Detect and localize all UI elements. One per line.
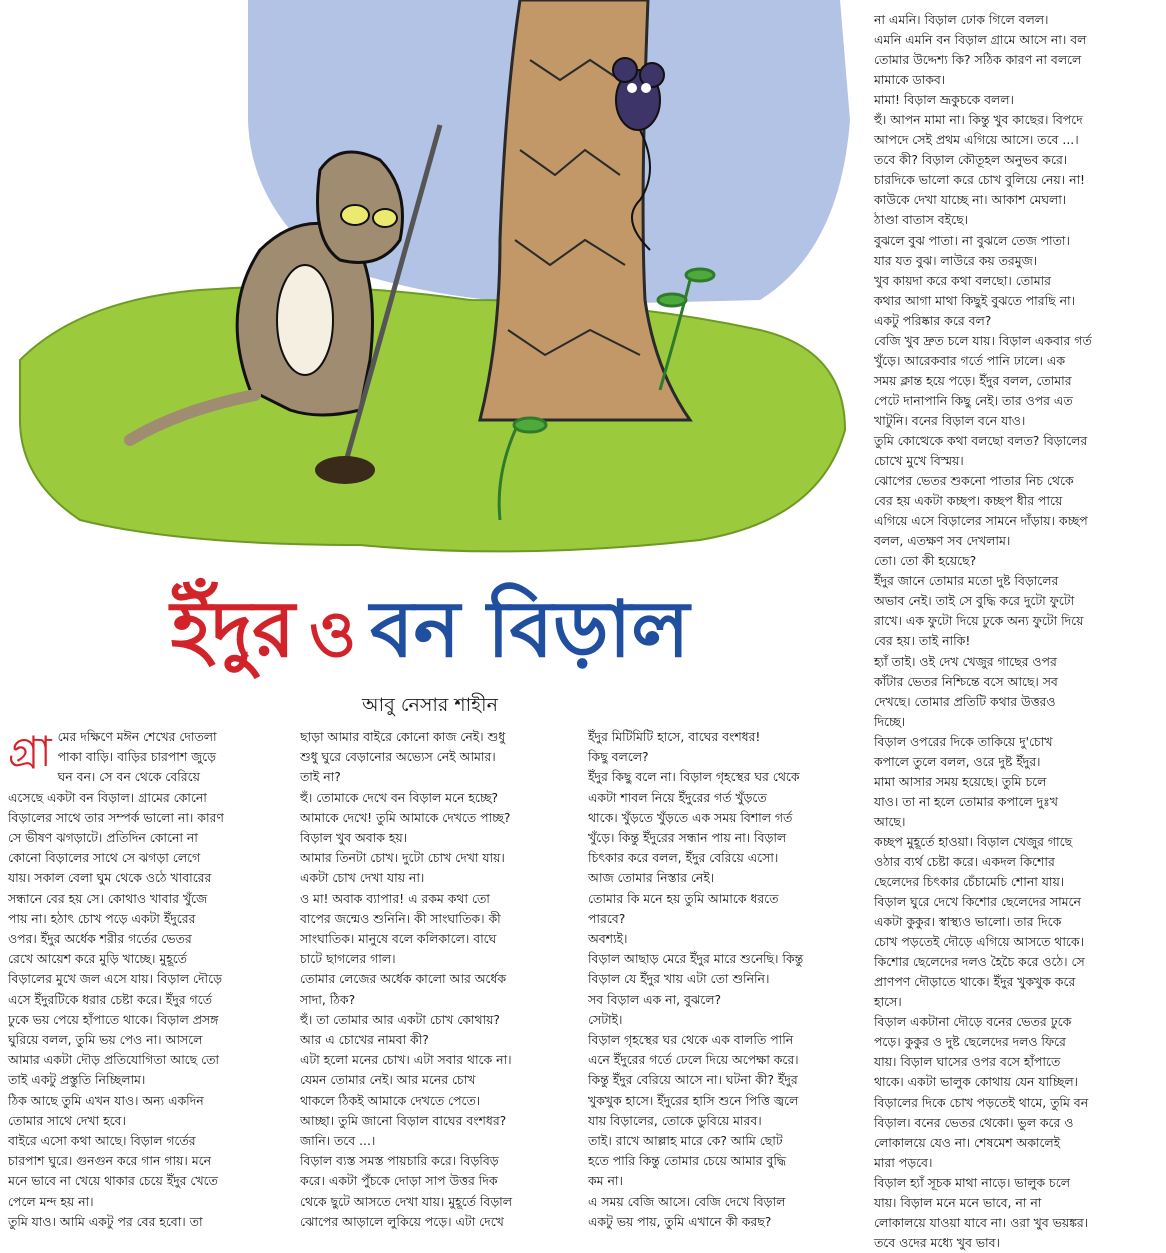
author-byline: আবু নেসার শাহীন <box>362 694 498 716</box>
title-word-and: ও <box>309 597 357 672</box>
text-line: থাকে। একটা ভালুক কোথায় যেন যাচ্ছিল। <box>874 1074 1078 1090</box>
text-line: বের হয়। তাই নাকি! <box>874 633 971 649</box>
text-line: আমার তিনটা চোখ। দুটো চোখ দেখা যায়। <box>300 850 505 866</box>
text-line: হুঁ। তা তোমার আর একটা চোখ কোথায়? <box>300 1011 501 1027</box>
text-line: সন্ধানে বের হয় সে। কোথাও খাবার খুঁজে <box>8 890 208 906</box>
text-line: একটা চোখ দেখা যায় না। <box>300 870 425 886</box>
text-line: খুঁড়ে। আরেকবার গর্তে পানি ঢালে। এক <box>874 352 1065 368</box>
text-line: মামাকে ডাকব। <box>874 72 946 88</box>
text-line: সে ভীষণ ঝগড়াটে। প্রতিদিন কোনো না <box>8 830 198 846</box>
text-line: মারা পড়বে। <box>874 1154 933 1170</box>
text-line: শুধু ঘুরে বেড়ানোর অভ্যেস নেই আমার। <box>300 749 496 765</box>
text-column-1 <box>8 727 280 1227</box>
text-line: একটা শাবল নিয়ে ইঁদুরের গর্ত খুঁড়তে <box>588 789 767 805</box>
text-line: ওপর। ইঁদুর অর্ধেক শরীর গর্তের ভেতর <box>8 931 192 947</box>
text-line: এমনি এমনি বন বিড়াল গ্রামে আসে না। বল <box>874 32 1087 48</box>
text-line: বাপের জন্মেও শুনিনি। কী সাংঘাতিক। কী <box>300 910 501 926</box>
text-line: ঝোপের আড়ালে লুকিয়ে পড়ে। এটা দেখে <box>300 1213 504 1229</box>
text-line: খাটুনি। বনের বিড়াল বনে যাও। <box>874 412 1026 428</box>
text-line: না এমনি। বিড়াল ঢোক গিলে বলল। <box>874 12 1049 27</box>
text-line: আর এ চোখের নামবা কী? <box>300 1032 429 1048</box>
text-line: এসেছে একটা বন বিড়াল। গ্রামের কোনো <box>8 789 207 805</box>
column-4-body <box>874 10 1162 1253</box>
drop-cap: গ্রা <box>8 727 52 776</box>
text-line: তোমার উদ্দেশ্য কি? সঠিক কারণ না বললে <box>874 52 1082 68</box>
dug-hole <box>315 456 375 484</box>
text-line: চারপাশ ঘুরে। গুনগুন করে গান গায়। মনে <box>8 1153 211 1169</box>
text-line: আমার একটা দৌড় প্রতিযোগিতা আছে তো <box>8 1052 220 1068</box>
text-line: ঝোপের ভেতর শুকনো পাতার নিচ থেকে <box>874 473 1074 489</box>
text-line: তোমার কি মনে হয় তুমি আমাকে ধরতে <box>588 890 779 906</box>
text-line: ও মা! অবাক ব্যাপার! এ রকম কথা তো <box>300 890 490 906</box>
column-1-body <box>8 727 280 1232</box>
text-line: করে। একটা পুঁচকে দোড়া সাপ উত্তর দিক <box>300 1173 498 1189</box>
text-line: পায় না। হঠাৎ চোখ পড়ে একটা ইঁদুরের <box>8 910 196 926</box>
title-word-wildcat: বন বিড়াল <box>370 584 690 675</box>
text-line: প্রাণপণ দৌড়াতে থাকে। ইঁদুর খুকখুক করে <box>874 974 1076 990</box>
text-line: একটা কুকুর। স্বাস্থ্যও ভালো। তার দিকে <box>874 914 1062 930</box>
text-line: কথার আগা মাথা কিছুই বুঝতে পারছি না। <box>874 292 1075 308</box>
text-line: ছেলেদের চিৎকার চেঁচামেচি শোনা যায়। <box>874 874 1065 890</box>
text-line: একটু ভয় পায়, তুমি এখানে কী করছ? <box>588 1213 772 1229</box>
text-line: কম না। <box>588 1173 623 1189</box>
text-line: রেখে আয়েশ করে মুড়ি খাচ্ছে। মুহূর্তে <box>8 951 187 967</box>
text-line: বিড়ালের মুখে জল এসে যায়। বিড়াল দৌড়ে <box>8 971 222 987</box>
story-title <box>0 575 860 685</box>
text-line: আচ্ছা। তুমি জানো বিড়াল বাঘের বংশধর? <box>300 1112 507 1128</box>
text-line: এসে ইঁদুরটিকে ধরার চেষ্টা করে। ইঁদুর গর্তে <box>8 991 212 1007</box>
text-line: তো। তো কী হয়েছে? <box>874 553 977 569</box>
text-line: সাংঘাতিক। মানুষে বলে কলিকালে। বাঘে <box>300 931 497 947</box>
text-line: তাই না? <box>300 769 341 785</box>
text-line: বিড়াল হ্যাঁ সূচক মাথা নাড়ে। ভালুক চলে <box>874 1174 1070 1190</box>
text-line: আপদে সেই প্রথম এগিয়ে আসে। তবে ...। <box>874 132 1079 148</box>
text-line: বিড়ালের দিকে চোখ পড়তেই থামে, তুমি বন <box>874 1094 1089 1110</box>
column-2-body <box>300 727 568 1232</box>
text-line: অবশ্যই। <box>588 931 628 947</box>
text-line: বিড়াল। বনের ভেতর থেকো। ভুল করে ও <box>874 1114 1074 1130</box>
text-line: দিচ্ছে। <box>874 713 906 729</box>
text-line: পারবে? <box>588 910 626 926</box>
text-line: ইঁদুর মিটিমিটি হাসে, বাঘের বংশধর! <box>588 729 761 744</box>
text-line: হুঁ। আপন মামা না। কিন্তু খুব কাছের। বিপদে <box>874 112 1083 128</box>
text-line: কচ্ছপ মুহূর্তে হাওয়া। বিড়াল খেজুর গাছে <box>874 833 1073 849</box>
text-line: বিড়াল ঘুরে দেখে কিশোর ছেলেদের সামনে <box>874 894 1081 910</box>
text-line: ঘুরিয়ে বলল, তুমি ভয় পেও না। আসলে <box>8 1032 203 1048</box>
text-line: খুব কায়দা করে কথা বলছো। তোমার <box>874 272 1051 288</box>
text-line: এগিয়ে এসে বিড়ালের সামনে দাঁড়ায়। কচ্ছপ <box>874 513 1088 529</box>
text-line: কোনো বিড়ালের সাথে সে ঝগড়া লেগে <box>8 850 201 866</box>
text-line: সেটাই। <box>588 1011 623 1027</box>
text-line: ওঠার ব্যর্থ চেষ্টা করে। একদল কিশোর <box>874 853 1055 869</box>
text-line: আছে। <box>874 813 906 829</box>
text-line: তবে কী? বিড়াল কৌতূহল অনুভব করে। <box>874 152 1068 168</box>
text-line: চোখ পড়তেই দৌড়ে এগিয়ে আসতে থাকে। <box>874 934 1084 950</box>
text-line: ঘন বন। সে বন থেকে বেরিয়ে <box>57 769 200 785</box>
text-line: তাই একটু প্রস্তুতি নিচ্ছিলাম। <box>8 1072 146 1088</box>
text-line: পড়ে। কুকুর ও দুষ্ট ছেলেদের দলও ফিরে <box>874 1034 1066 1050</box>
text-line: পেটে দানাপানি কিছু নেই। তার ওপর এত <box>874 392 1073 408</box>
text-line: তাই। রাখে আল্লাহ মারে কে? আমি ছোট <box>588 1133 783 1149</box>
text-line: কিন্তু ইঁদুর বেরিয়ে আসে না। ঘটনা কী? ইঁদুর <box>588 1072 798 1088</box>
text-line: কাঁটার ভেতর নিশ্চিন্তে বসে আছে। সব <box>874 673 1058 689</box>
text-line: বাইরে এসো কথা আছে। বিড়াল গর্তের <box>8 1133 196 1149</box>
text-line: থাকলে ঠিকই আমাকে দেখতে পেতে। <box>300 1092 481 1108</box>
text-line: থাকে। খুঁড়তে খুঁড়তে এক সময় বিশাল গর্ত <box>588 809 793 825</box>
text-line: যায়। বিড়াল মনে মনে ভাবে, না না <box>874 1194 1042 1210</box>
text-column-3 <box>588 727 850 1227</box>
text-line: সাদা, ঠিক? <box>300 991 356 1007</box>
text-line: তোমার লেজের অর্ধেক কালো আর অর্ধেক <box>300 971 507 987</box>
text-line: মামা! বিড়াল ভ্রূকুচকে বলল। <box>874 92 1014 108</box>
text-line: ঠাণ্ডা বাতাস বইছে। <box>874 212 969 228</box>
column-3-body <box>588 727 850 1232</box>
text-line: ছাড়া আমার বাইরে কোনো কাজ নেই। শুধু <box>300 729 506 744</box>
text-line: যায়। বিড়াল ঘাসের ওপর বসে হাঁপাতে <box>874 1054 1061 1070</box>
text-line: চাটে ছাগলের গাল। <box>300 951 396 967</box>
text-line: যেমন তোমার নেই। আর মনের চোখ <box>300 1072 476 1088</box>
text-line: যার যত বুঝ। লাউরে কয় তরমুজ। <box>874 252 1038 268</box>
text-line: বিড়াল গৃহস্থের ঘর থেকে এক বালতি পানি <box>588 1032 794 1048</box>
title-word-mouse: ইঁদুর <box>170 584 296 675</box>
text-line: লোকালয়ে যাওয়া যাবে না। ওরা খুব ভয়ঙ্কর। <box>874 1214 1089 1230</box>
text-line: লোকালয়ে যেও না। শেষমেশ অকালেই <box>874 1134 1061 1150</box>
text-line: তুমি কোত্থেকে কথা বলছো বলত? বিড়ালের <box>874 432 1088 448</box>
text-line: কপালে তুলে বলল, ওরে দুষ্ট ইঁদুর। <box>874 753 1041 769</box>
text-line: কিছু বললে? <box>588 749 649 765</box>
text-line: চিৎকার করে বলল, ইঁদুর বেরিয়ে এসো। <box>588 850 779 866</box>
text-line: কিশোর ছেলেদের দলও হৈচৈ করে ওঠে। সে <box>874 954 1085 970</box>
grass-ground <box>20 287 845 552</box>
text-line: হতে পারি কিন্তু তোমার চেয়ে আমার বুদ্ধি <box>588 1153 787 1169</box>
text-line: জানি। তবে ...। <box>300 1133 376 1149</box>
text-line: বিড়াল ব্যস্ত সমস্ত পায়চারি করে। বিড়বিড় <box>300 1153 499 1169</box>
text-line: অভাব নেই। তাই সে বুদ্ধি করে দুটো ফুটো <box>874 593 1075 609</box>
text-line: তবে ওদের মধ্যে খুব ভাব। <box>874 1234 1000 1250</box>
text-line: বিড়াল একটানা দৌড়ে বনের ভেতর ঢুকে <box>874 1014 1072 1030</box>
text-line: হ্যাঁ তাই। ওই দেখ খেজুর গাছের ওপর <box>874 653 1057 669</box>
text-line: বলল, এতক্ষণ সব দেখলাম। <box>874 533 1011 549</box>
text-line: যায় বিড়ালের, তোকে ডুবিয়ে মারব। <box>588 1112 762 1128</box>
text-line: হুঁ। তোমাকে দেখে বন বিড়াল মনে হচ্ছে? <box>300 789 499 805</box>
text-line: তুমি যাও। আমি একটু পর বের হবো। তা <box>8 1213 203 1229</box>
text-line: সব বিড়াল এক না, বুঝলে? <box>588 991 722 1007</box>
text-line: চারদিকে ভালো করে চোখ বুলিয়ে নেয়। না! <box>874 172 1086 188</box>
text-line: ইঁদুর কিছু বলে না। বিড়াল গৃহস্থের ঘর থেকে <box>588 769 800 785</box>
text-line: ঠিক আছে তুমি এখন যাও। অন্য একদিন <box>8 1092 204 1108</box>
text-line: বেজি খুব দ্রুত চলে যায়। বিড়াল একবার গর্ত <box>874 332 1092 348</box>
text-line: আজ তোমার নিস্তার নেই। <box>588 870 715 886</box>
text-column-4 <box>874 10 1162 1250</box>
text-line: খুকখুক হাসে। ইঁদুরের হাসি শুনে পিত্তি জ্বলে <box>588 1092 799 1108</box>
text-line: এ সময় বেজি আসে। বেজি দেখে বিড়াল <box>588 1193 786 1209</box>
text-line: বের হয় একটা কচ্ছপ। কচ্ছপ ধীর পায়ে <box>874 493 1063 509</box>
text-line: বিড়াল ওপরের দিকে তাকিয়ে দু'চোখ <box>874 733 1053 749</box>
text-line: মামা আসার সময় হয়েছে। তুমি চলে <box>874 773 1047 789</box>
text-line: আমাকে দেখে! তুমি আমাকে দেখতে পাচ্ছ? <box>300 809 511 825</box>
text-line: বিড়াল যে ইঁদুর খায় এটা তো শুনিনি। <box>588 971 770 987</box>
text-line: পাকা বাড়ি। বাড়ির চারপাশ জুড়ে <box>57 749 217 765</box>
text-line: বুঝলে বুঝ পাতা। না বুঝলে তেজ পাতা। <box>874 232 1070 248</box>
text-line: এটা হলো মনের চোখ। এটা সবার থাকে না। <box>300 1052 512 1068</box>
text-line: ঢুকে ভয় পেয়ে হাঁপাতে থাকে। বিড়াল প্রসঙ্গ <box>8 1011 219 1027</box>
text-line: দেখছে। তোমার প্রতিটি কথার উত্তরও <box>874 693 1056 709</box>
text-column-2 <box>300 727 568 1227</box>
text-line: যায়। সকাল বেলা ঘুম থেকে ওঠে খাবারের <box>8 870 212 886</box>
text-line: একটু পরিষ্কার করে বল? <box>874 312 992 328</box>
text-line: পেলে মন্দ হয় না। <box>8 1193 94 1209</box>
story-illustration <box>0 0 860 560</box>
text-line: এনে ইঁদুরের গর্তে ঢেলে দিয়ে অপেক্ষা করে। <box>588 1052 799 1068</box>
text-line: খুঁড়ে। কিন্তু ইঁদুরের সন্ধান পায় না। বিড়াল <box>588 830 787 846</box>
text-line: কাউকে দেখা যাচ্ছে না। আকাশ মেঘলা। <box>874 192 1067 208</box>
text-line: মনে ভাবে না খেয়ে থাকার চেয়ে ইঁদুর খেতে <box>8 1173 218 1189</box>
text-line: তোমার সাথে দেখা হবে। <box>8 1112 126 1128</box>
text-line: থেকে ছুটে আসতে দেখা যায়। মুহূর্তে বিড়াল <box>300 1193 512 1209</box>
text-line: বিড়ালের সাথে তার সম্পর্ক ভালো না। কারণ <box>8 809 224 825</box>
text-line: বিড়াল খুব অবাক হয়। <box>300 830 408 846</box>
text-line: মের দক্ষিণে মঈন শেখের দোতলা <box>57 729 217 744</box>
text-line: রাখে। এক ফুটো দিয়ে ঢুকে অন্য ফুটো দিয়ে <box>874 613 1084 629</box>
text-line: বিড়াল আছাড় মেরে ইঁদুর মারে শুনেছি। কিন্তু <box>588 951 804 967</box>
text-line: সময় ক্লান্ত হয়ে পড়ে। ইঁদুর বলল, তোমার <box>874 372 1072 388</box>
text-line: ইঁদুর জানে তোমার মতো দুষ্ট বিড়ালের <box>874 573 1059 589</box>
text-line: চোখে মুখে বিস্ময়। <box>874 453 964 469</box>
text-line: যাও। তা না হলে তোমার কপালে দুঃখ <box>874 793 1058 809</box>
text-line: হাসে। <box>874 994 902 1010</box>
